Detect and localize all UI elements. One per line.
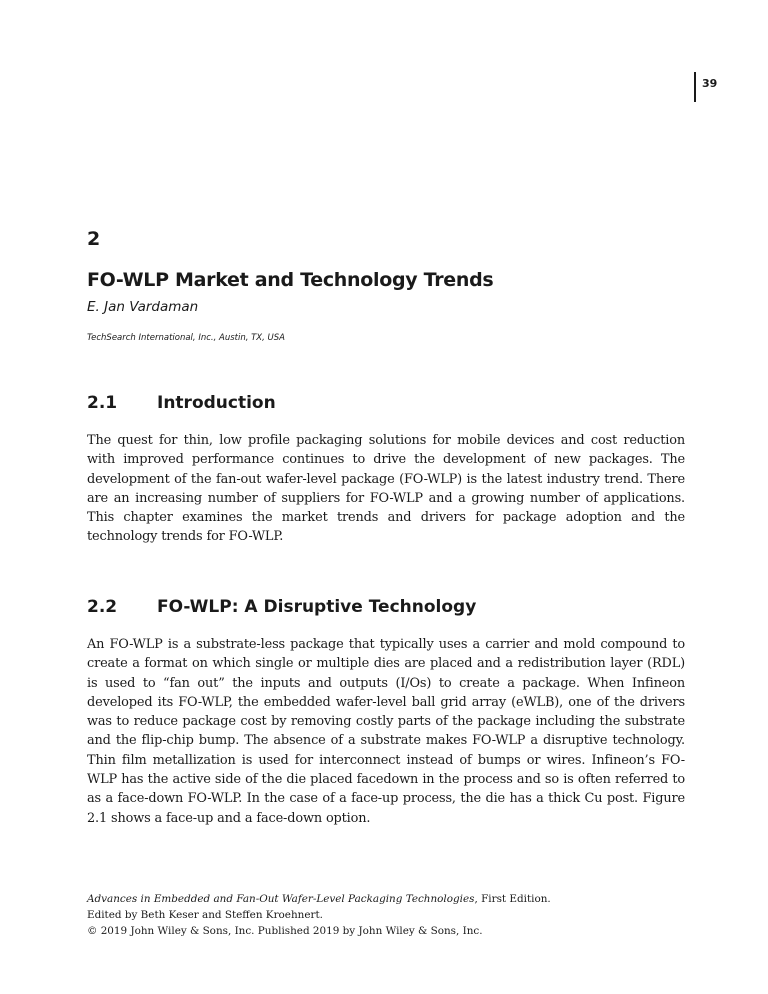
section-number: 2.1 <box>87 393 118 413</box>
section-title: FO-WLP: A Disruptive Technology <box>157 597 477 617</box>
chapter-author: E. Jan Vardaman <box>87 299 199 315</box>
footer-copyright: © 2019 John Wiley & Sons, Inc. Published 2019 by John Wiley & Sons, Inc. <box>87 925 483 937</box>
chapter-number: 2 <box>87 228 101 250</box>
section-number: 2.2 <box>87 597 118 617</box>
page-number-rule <box>694 72 696 102</box>
copyright-footer <box>87 891 647 939</box>
footer-editors: Edited by Beth Keser and Steffen Kroehnert. <box>87 909 323 921</box>
footer-book-title: Advances in Embedded and Fan-Out Wafer-Level Packaging Technologies <box>87 893 475 905</box>
chapter-title: FO-WLP Market and Technology Trends <box>87 269 494 291</box>
footer-edition: , First Edition. <box>474 893 551 905</box>
author-affiliation: TechSearch International, Inc., Austin, TX, USA <box>87 333 285 343</box>
page-number: 39 <box>702 77 718 90</box>
section-heading-introduction <box>87 393 276 413</box>
footer-book-line <box>87 891 647 907</box>
page-number-block <box>694 72 717 102</box>
section-title: Introduction <box>157 393 276 413</box>
section-heading-disruptive-technology <box>87 597 476 617</box>
section-body-introduction: The quest for thin, low profile packaging solutions for mobile devices and cost reduction with improved performance continues to drive the development of new packages. The development of the fan-out wafer-level package (FO-WLP) is the latest industry trend. There are an increasing number of suppliers for FO-WLP and a growing number of applications. This chapter examines the market trends and drivers for package adoption and the technology trends for FO-WLP. <box>87 433 685 545</box>
section-body-disruptive-technology: An FO-WLP is a substrate-less package that typically uses a carrier and mold compound to create a format on which single or multiple dies are placed and a redistribution layer (RDL) is used to “fan out” the inputs and outputs (I/Os) to create a package. When Infineon developed its FO-WLP, the embedded wafer-level ball grid array (eWLB), one of the drivers was to reduce package cost by removing costly parts of the package including the substrate and the flip-chip bump. The absence of a substrate makes FO-WLP a disruptive technology. Thin film metallization is used for interconnect instead of bumps or wires. Infineon’s FO-WLP has the active side of the die placed facedown in the process and so is often referred to as a face-down FO-WLP. In the case of a face-up process, the die has a thick Cu post. Figure 2.1 shows a face-up and a face-down option. <box>87 637 685 826</box>
